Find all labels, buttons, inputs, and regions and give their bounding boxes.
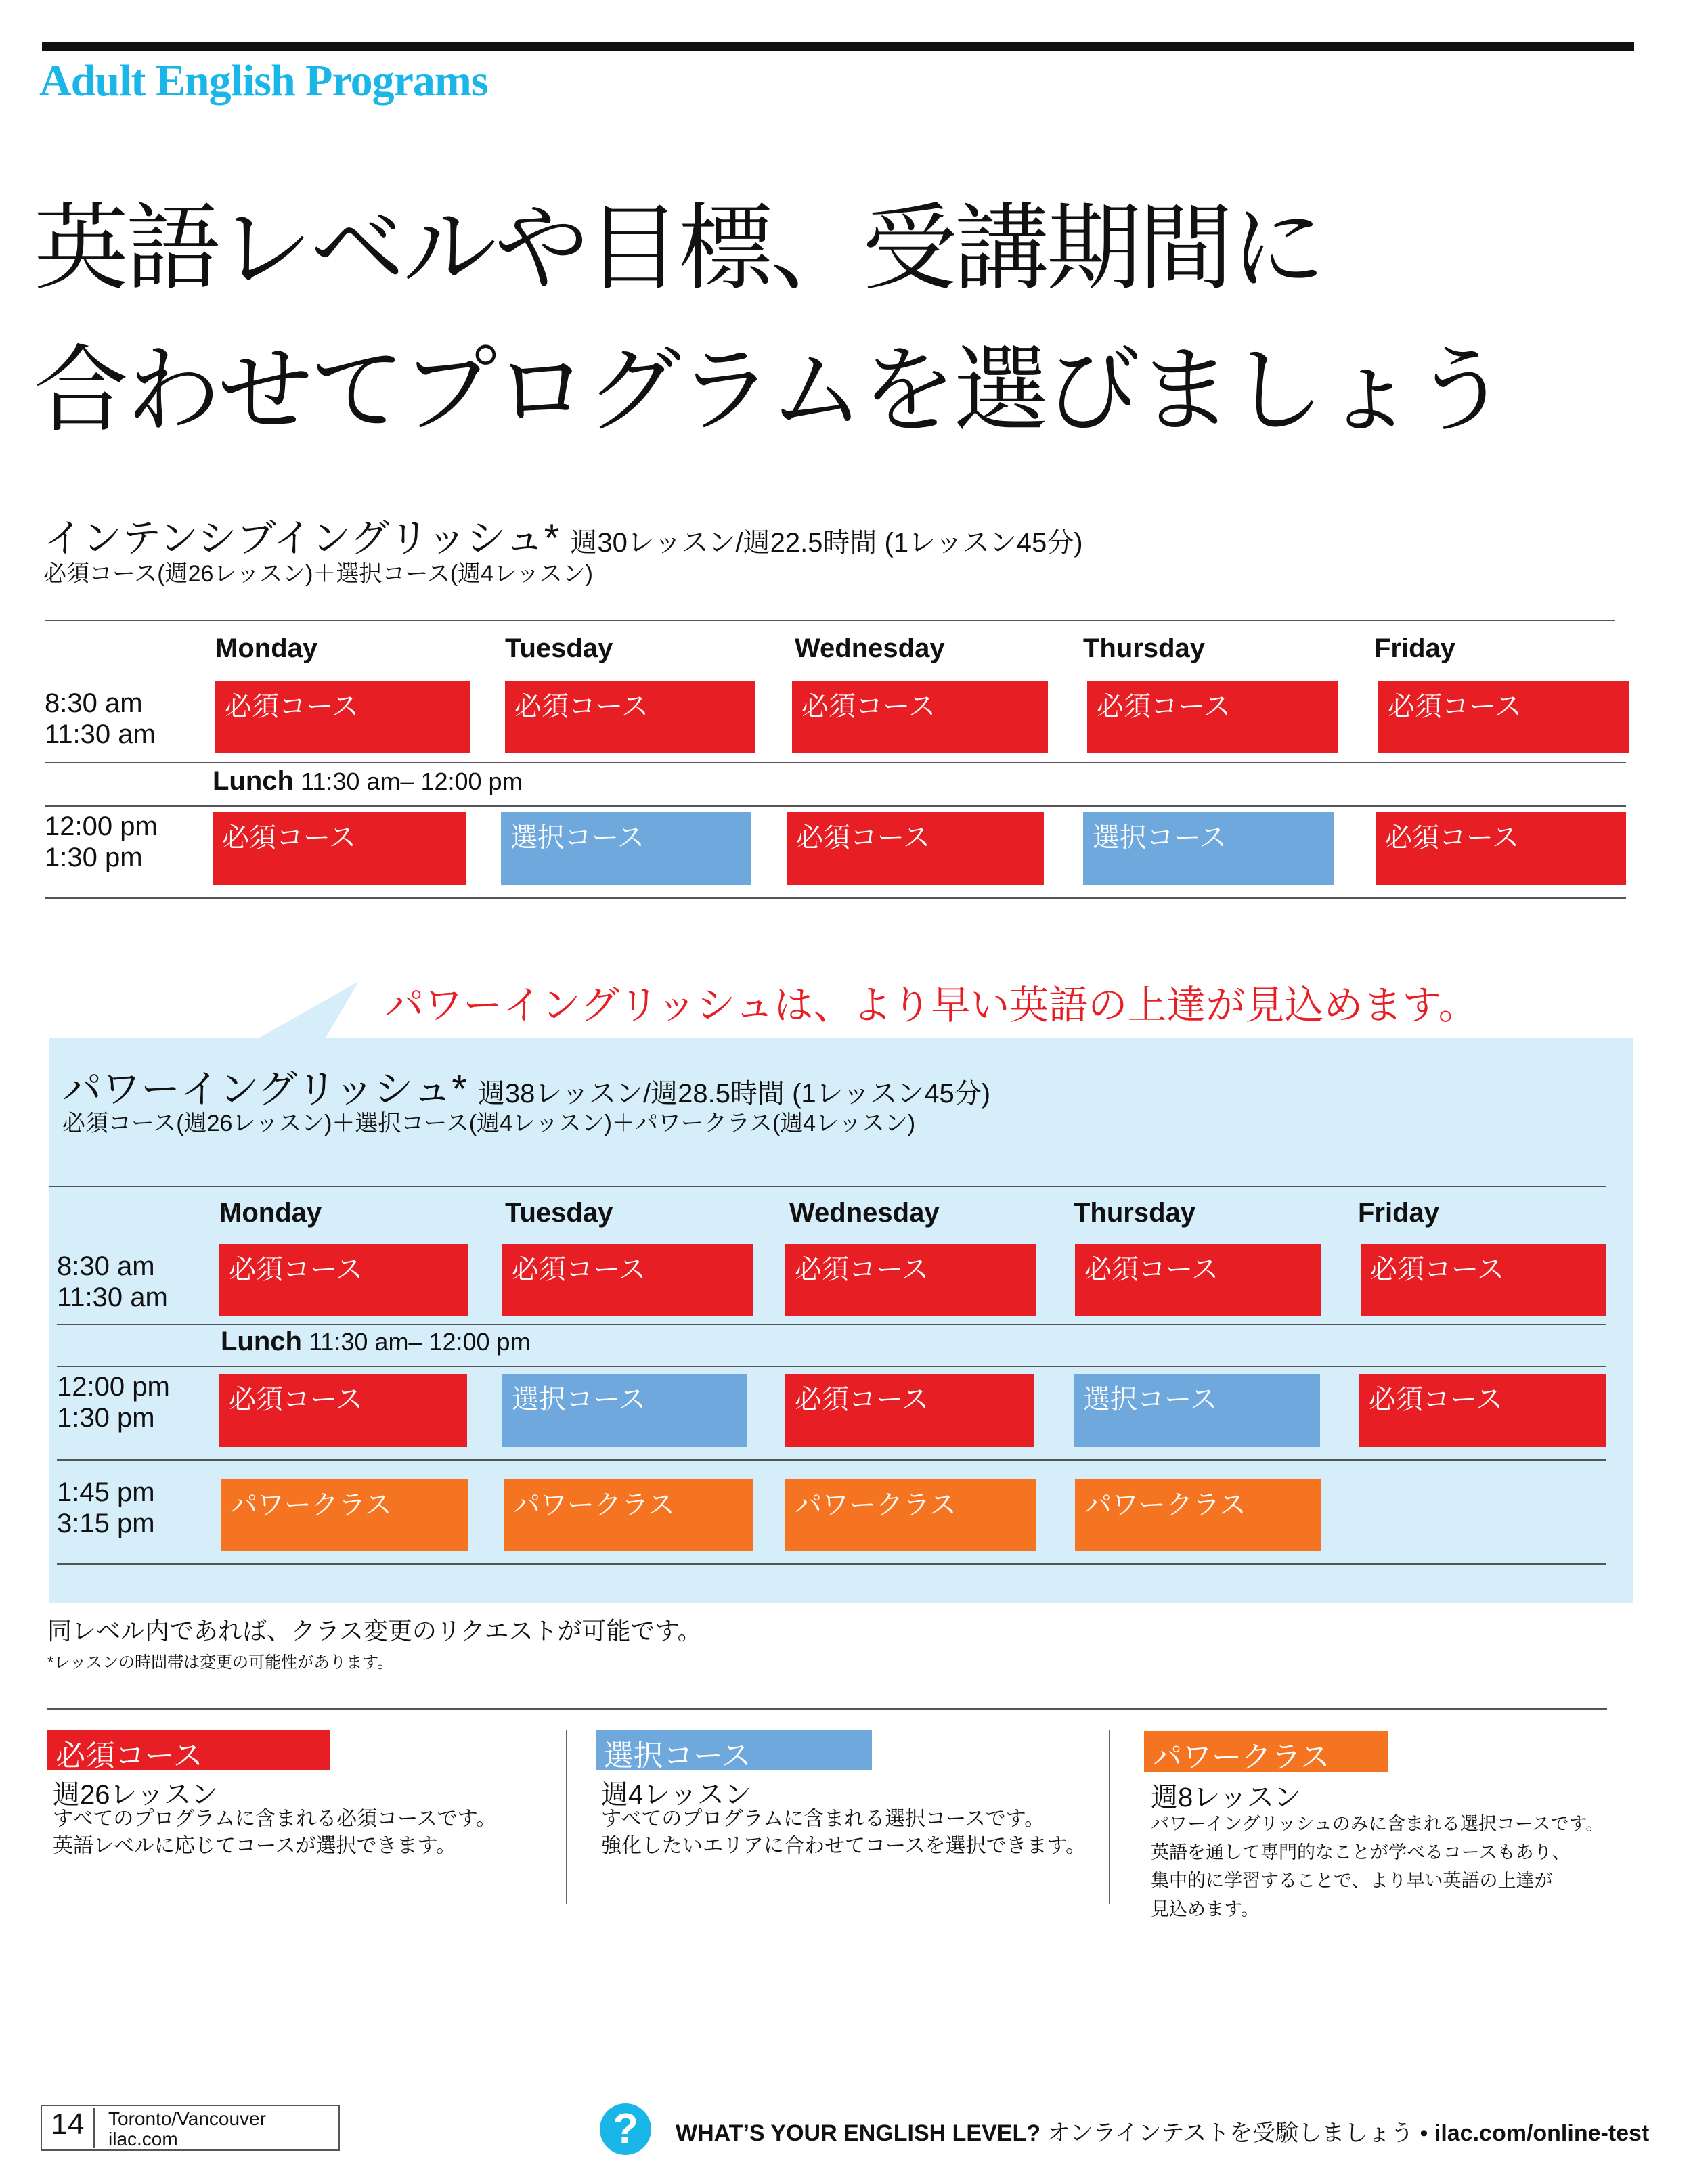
class-cell: パワークラス (785, 1479, 1036, 1551)
callout-pointer (257, 975, 366, 1042)
class-change-note: 同レベル内であれば、クラス変更のリクエストが可能です。 (47, 1617, 702, 1645)
divider (45, 805, 1626, 807)
day-monday: Monday (215, 633, 318, 663)
lunch-time: 11:30 am– 12:00 pm (309, 1328, 531, 1356)
divider (47, 1708, 1607, 1710)
legend-tag-power: パワークラス (1144, 1731, 1388, 1772)
legend-desc-power: パワーイングリッシュのみに含まれる選択コースです。 英語を通して専門的なことが学べるコースもあり、 集中的に学習することで、より早い英語の上達が 見込めます。 (1151, 1814, 1604, 1919)
class-cell: 必須コース (505, 681, 755, 753)
power-meta: 週38レッスン/週28.5時間 (1レッスン45分) (477, 1079, 991, 1109)
day-tuesday: Tuesday (505, 1198, 613, 1228)
class-cell: 必須コース (1075, 1244, 1321, 1316)
time-slot-3: 1:45 pm 3:15 pm (57, 1477, 155, 1538)
class-cell: 必須コース (213, 812, 466, 885)
legend-divider (1109, 1730, 1110, 1904)
class-cell: 必須コース (787, 812, 1044, 885)
class-cell: 必須コース (215, 681, 470, 753)
divider (57, 1563, 1606, 1565)
footer-cta-text: オンラインテストを受験しましょう • (1047, 2120, 1434, 2146)
class-cell: 必須コース (785, 1374, 1034, 1447)
day-tuesday: Tuesday (505, 633, 613, 663)
class-cell: パワークラス (504, 1479, 753, 1551)
footer-location: Toronto/Vancouver ilac.com (108, 2108, 266, 2149)
day-friday: Friday (1358, 1198, 1440, 1228)
class-cell: 必須コース (1087, 681, 1338, 753)
divider (49, 1186, 1606, 1187)
divider (57, 1459, 1606, 1461)
legend-divider (566, 1730, 567, 1904)
question-icon: ? (600, 2103, 651, 2155)
day-thursday: Thursday (1083, 633, 1206, 663)
class-cell: 必須コース (792, 681, 1048, 753)
class-cell: パワークラス (221, 1479, 468, 1551)
page-headline (34, 177, 1506, 462)
class-cell: 必須コース (1361, 1244, 1606, 1316)
footer-cta (676, 2114, 1649, 2147)
time-slot-2: 12:00 pm 1:30 pm (57, 1372, 170, 1433)
day-friday: Friday (1374, 633, 1456, 663)
legend-desc-required: すべてのプログラムに含まれる必須コースです。 英語レベルに応じてコースが選択できます。 (53, 1808, 497, 1857)
class-cell: 必須コース (502, 1244, 753, 1316)
class-cell: 必須コース (219, 1374, 467, 1447)
time-slot-1: 8:30 am 11:30 am (45, 688, 156, 749)
section-label: Adult English Programs (39, 56, 488, 106)
top-rule (42, 42, 1634, 51)
schedule-footnote: *レッスンの時間帯は変更の可能性があります。 (47, 1653, 394, 1672)
legend-tag-elective: 選択コース (596, 1730, 872, 1770)
day-thursday: Thursday (1074, 1198, 1196, 1228)
legend-tag-required: 必須コース (47, 1730, 330, 1770)
power-subtitle: 必須コース(週26レッスン)＋選択コース(週4レッスン)＋パワークラス(週4レッスン) (62, 1111, 916, 1136)
class-cell: 必須コース (1359, 1374, 1606, 1447)
lunch-label: Lunch (213, 766, 294, 796)
day-monday: Monday (219, 1198, 322, 1228)
intensive-meta: 週30レッスン/週22.5時間 (1レッスン45分) (570, 528, 1083, 558)
callout-text: パワーイングリッシュは、より早い英語の上達が見込めます。 (385, 983, 1478, 1027)
intensive-name: インテンシブイングリッシュ* (43, 516, 560, 560)
class-cell: 必須コース (1378, 681, 1629, 753)
class-cell: 必須コース (785, 1244, 1036, 1316)
lunch-row (213, 766, 523, 797)
class-cell: 選択コース (502, 1374, 747, 1447)
headline-line-1: 英語レベルや目標、受講期間に (34, 195, 1323, 301)
divider (45, 897, 1626, 899)
divider (57, 1366, 1606, 1367)
intensive-subtitle: 必須コース(週26レッスン)＋選択コース(週4レッスン) (43, 561, 593, 587)
class-cell: 必須コース (219, 1244, 468, 1316)
divider (57, 1324, 1606, 1325)
class-cell: 必須コース (1376, 812, 1626, 885)
legend-desc-elective: すべてのプログラムに含まれる選択コースです。 強化したいエリアに合わせてコースを選択できます。 (601, 1808, 1086, 1857)
footer-link[interactable]: ilac.com/online-test (1434, 2120, 1650, 2146)
time-slot-1: 8:30 am 11:30 am (57, 1251, 168, 1312)
divider (45, 762, 1626, 763)
lunch-label: Lunch (221, 1327, 302, 1356)
legend-title-required: 週26レッスン (53, 1780, 219, 1810)
legend-title-elective: 週4レッスン (601, 1780, 751, 1810)
lunch-row (221, 1327, 531, 1357)
day-wednesday: Wednesday (789, 1198, 940, 1228)
day-wednesday: Wednesday (795, 633, 945, 663)
class-cell: 選択コース (1074, 1374, 1320, 1447)
time-slot-2: 12:00 pm 1:30 pm (45, 811, 158, 872)
lunch-time: 11:30 am– 12:00 pm (301, 767, 523, 795)
class-cell: 選択コース (1083, 812, 1334, 885)
footer-cta-heading: WHAT’S YOUR ENGLISH LEVEL? (676, 2120, 1040, 2146)
power-name: パワーイングリッシュ* (62, 1067, 467, 1111)
headline-line-2: 合わせてプログラムを選びましょう (34, 337, 1506, 443)
class-cell: パワークラス (1075, 1479, 1321, 1551)
divider (45, 620, 1615, 621)
legend-title-power: 週8レッスン (1151, 1783, 1301, 1812)
class-cell: 選択コース (501, 812, 751, 885)
page-number: 14 (42, 2108, 95, 2148)
